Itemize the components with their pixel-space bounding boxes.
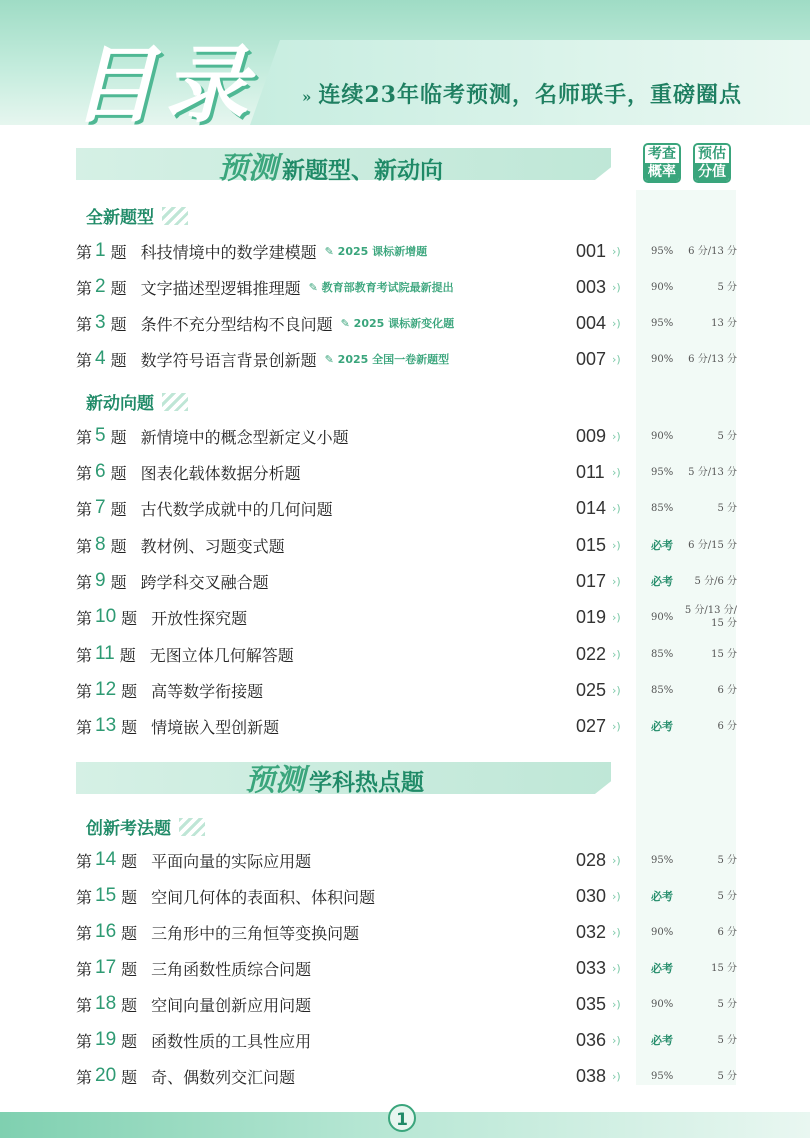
question-prefix: 第 — [76, 645, 93, 665]
new-tag: ✎ 2025 全国一卷新题型 — [324, 353, 450, 366]
toc-row[interactable] — [76, 991, 746, 1017]
question-prefix: 第 — [76, 427, 93, 447]
estimated-score: 5 分 — [717, 430, 737, 442]
question-number: 4 — [95, 348, 106, 369]
page-number-link[interactable]: 017 — [576, 570, 607, 591]
question-suffix: 题 — [110, 499, 127, 519]
estimated-score: 5 分 — [717, 998, 737, 1010]
question-suffix: 题 — [121, 1067, 138, 1087]
estimated-score: 5 分 — [717, 854, 737, 866]
toc-row[interactable] — [76, 604, 746, 630]
score-column-header — [693, 143, 731, 183]
question-title: 无图立体几何解答题 — [149, 645, 294, 665]
question-number: 5 — [95, 425, 106, 446]
page-number-link[interactable]: 030 — [576, 885, 607, 906]
double-arrow-icon: » — [302, 88, 313, 106]
page-number-link[interactable]: 004 — [576, 312, 607, 333]
arrow-icon: ›) — [612, 683, 621, 697]
page-title: 目录 — [72, 35, 257, 134]
question-suffix: 题 — [119, 645, 136, 665]
new-tag: ✎ 2025 课标新变化题 — [340, 317, 455, 330]
exam-probability: 95% — [651, 1070, 674, 1082]
question-title: 空间向量创新应用问题 — [151, 995, 312, 1015]
estimated-score: 6 分 — [717, 684, 737, 696]
toc-row[interactable] — [76, 459, 746, 485]
exam-probability: 95% — [651, 245, 674, 257]
slogan — [302, 78, 742, 109]
estimated-score: 5 分 — [717, 502, 737, 514]
question-number: 17 — [95, 957, 117, 978]
arrow-icon: ›) — [612, 719, 621, 733]
toc-row[interactable] — [76, 713, 746, 739]
question-number: 8 — [95, 534, 106, 555]
question-suffix: 题 — [121, 717, 138, 737]
exam-probability: 90% — [651, 611, 674, 623]
exam-probability: 90% — [651, 281, 674, 293]
question-suffix: 题 — [121, 1031, 138, 1051]
question-prefix: 第 — [76, 1067, 93, 1087]
question-title: 高等数学衔接题 — [151, 681, 264, 701]
score-header-top: 预估 — [695, 145, 729, 163]
exam-probability: 90% — [651, 926, 674, 938]
question-number: 1 — [95, 240, 106, 261]
estimated-score: 5 分/13 分/ 15 分 — [684, 605, 737, 629]
question-number: 9 — [95, 570, 106, 591]
page-number-link[interactable]: 019 — [576, 606, 607, 627]
question-prefix: 第 — [76, 1031, 93, 1051]
arrow-icon: ›) — [612, 1033, 621, 1047]
question-number: 15 — [95, 885, 117, 906]
section-heading: 新题型、新动向 — [282, 158, 443, 184]
new-tag: ✎ 教育部教育考试院最新提出 — [308, 281, 454, 294]
arrow-icon: ›) — [612, 610, 621, 624]
arrow-icon: ›) — [612, 647, 621, 661]
estimated-score: 5 分/13 分 — [688, 466, 737, 478]
toc-row[interactable] — [76, 847, 746, 873]
section-title-1 — [218, 143, 443, 187]
question-number: 12 — [95, 679, 117, 700]
toc-row[interactable] — [76, 423, 746, 449]
toc-row[interactable] — [76, 1027, 746, 1053]
exam-probability: 90% — [651, 430, 674, 442]
exam-probability: 必考 — [651, 1034, 673, 1047]
stripe-decoration — [179, 818, 205, 836]
arrow-icon: ›) — [612, 925, 621, 939]
question-prefix: 第 — [76, 717, 93, 737]
question-title: 三角形中的三角恒等变换问题 — [151, 923, 360, 943]
question-title: 空间几何体的表面积、体积问题 — [151, 887, 376, 907]
subhead-new-types: 全新题型 — [86, 203, 188, 228]
question-title: 情境嵌入型创新题 — [151, 717, 280, 737]
question-prefix: 第 — [76, 959, 93, 979]
stripe-decoration — [162, 207, 188, 225]
estimated-score: 6 分/13 分 — [688, 353, 737, 365]
page-number-link[interactable]: 033 — [576, 957, 607, 978]
question-suffix: 题 — [110, 278, 127, 298]
toc-row[interactable] — [76, 641, 746, 667]
question-title: 图表化载体数据分析题 — [140, 463, 301, 483]
estimated-score: 5 分/6 分 — [694, 575, 737, 587]
stripe-decoration — [162, 393, 188, 411]
toc-row[interactable] — [76, 955, 746, 981]
arrow-icon: ›) — [612, 1069, 621, 1083]
arrow-icon: ›) — [612, 465, 621, 479]
arrow-icon: ›) — [612, 244, 621, 258]
exam-probability: 85% — [651, 684, 674, 696]
question-suffix: 题 — [121, 608, 138, 628]
arrow-icon: ›) — [612, 429, 621, 443]
toc-row[interactable] — [76, 274, 746, 300]
question-number: 10 — [95, 606, 117, 627]
page-number-link[interactable]: 003 — [576, 276, 607, 297]
question-suffix: 题 — [110, 350, 127, 370]
question-number: 16 — [95, 921, 117, 942]
question-number: 18 — [95, 993, 117, 1014]
page-number-link[interactable]: 015 — [576, 534, 607, 555]
question-prefix: 第 — [76, 887, 93, 907]
exam-probability: 85% — [651, 648, 674, 660]
section-prefix: 预测 — [245, 763, 305, 798]
question-suffix: 题 — [110, 572, 127, 592]
arrow-icon: ›) — [612, 280, 621, 294]
section-title-2 — [245, 755, 424, 799]
question-prefix: 第 — [76, 463, 93, 483]
question-title: 条件不充分型结构不良问题 — [140, 314, 333, 334]
question-prefix: 第 — [76, 995, 93, 1015]
question-prefix: 第 — [76, 608, 93, 628]
question-title: 教材例、习题变式题 — [140, 536, 285, 556]
toc-row[interactable] — [76, 919, 746, 945]
page-number-link[interactable]: 036 — [576, 1029, 607, 1050]
question-suffix: 题 — [121, 851, 138, 871]
page-number-link[interactable]: 014 — [576, 497, 607, 518]
page-number: 1 — [388, 1104, 416, 1132]
section-prefix: 预测 — [218, 151, 278, 186]
probability-column-header — [643, 143, 681, 183]
question-number: 7 — [95, 497, 106, 518]
exam-probability: 95% — [651, 854, 674, 866]
exam-probability: 必考 — [651, 720, 673, 733]
score-header-bottom: 分值 — [695, 163, 729, 181]
arrow-icon: ›) — [612, 316, 621, 330]
question-prefix: 第 — [76, 350, 93, 370]
exam-probability: 90% — [651, 998, 674, 1010]
question-title: 跨学科交叉融合题 — [140, 572, 269, 592]
question-suffix: 题 — [110, 314, 127, 334]
arrow-icon: ›) — [612, 352, 621, 366]
question-suffix: 题 — [110, 242, 127, 262]
page-number-link[interactable]: 035 — [576, 993, 607, 1014]
question-suffix: 题 — [121, 681, 138, 701]
question-number: 3 — [95, 312, 106, 333]
slogan-text: 连续23年临考预测，名师联手，重磅圈点 — [318, 82, 742, 108]
toc-row[interactable] — [76, 532, 746, 558]
exam-probability: 必考 — [651, 890, 673, 903]
question-title: 科技情境中的数学建模题 — [140, 242, 317, 262]
question-suffix: 题 — [121, 887, 138, 907]
estimated-score: 6 分/15 分 — [688, 539, 737, 551]
question-prefix: 第 — [76, 242, 93, 262]
question-suffix: 题 — [110, 427, 127, 447]
question-suffix: 题 — [121, 959, 138, 979]
question-title: 新情境中的概念型新定义小题 — [140, 427, 349, 447]
question-title: 文字描述型逻辑推理题 — [140, 278, 301, 298]
page-number-link[interactable]: 027 — [576, 715, 607, 736]
question-suffix: 题 — [121, 923, 138, 943]
subhead-new-trends: 新动向题 — [86, 389, 188, 414]
toc-row[interactable] — [76, 238, 746, 264]
new-tag: ✎ 2025 课标新增题 — [324, 245, 428, 258]
question-prefix: 第 — [76, 314, 93, 334]
question-number: 11 — [95, 643, 115, 664]
toc-row[interactable] — [76, 883, 746, 909]
arrow-icon: ›) — [612, 853, 621, 867]
question-suffix: 题 — [110, 463, 127, 483]
question-title: 函数性质的工具性应用 — [151, 1031, 312, 1051]
toc-row[interactable] — [76, 346, 746, 372]
page-number-link[interactable]: 038 — [576, 1065, 607, 1086]
probability-header-top: 考查 — [645, 145, 679, 163]
question-title: 三角函数性质综合问题 — [151, 959, 312, 979]
question-number: 6 — [95, 461, 106, 482]
page-number-link[interactable]: 022 — [576, 643, 607, 664]
question-prefix: 第 — [76, 499, 93, 519]
exam-probability: 必考 — [651, 575, 673, 588]
arrow-icon: ›) — [612, 574, 621, 588]
question-suffix: 题 — [110, 536, 127, 556]
arrow-icon: ›) — [612, 961, 621, 975]
page-number-link[interactable]: 007 — [576, 348, 607, 369]
toc-row[interactable] — [76, 1063, 746, 1089]
question-title: 奇、偶数列交汇问题 — [151, 1067, 296, 1087]
question-number: 20 — [95, 1065, 117, 1086]
subhead-innovative: 创新考法题 — [86, 814, 205, 839]
page-number-link[interactable]: 001 — [576, 240, 607, 261]
exam-probability: 必考 — [651, 539, 673, 552]
question-prefix: 第 — [76, 681, 93, 701]
page-number-link[interactable]: 011 — [576, 461, 605, 482]
estimated-score: 5 分 — [717, 890, 737, 902]
toc-row[interactable] — [76, 677, 746, 703]
question-title: 开放性探究题 — [151, 608, 248, 628]
probability-header-bottom: 概率 — [645, 163, 679, 181]
page-number-link[interactable]: 025 — [576, 679, 607, 700]
arrow-icon: ›) — [612, 538, 621, 552]
exam-probability: 95% — [651, 466, 674, 478]
arrow-icon: ›) — [612, 501, 621, 515]
estimated-score: 5 分 — [717, 1070, 737, 1082]
question-prefix: 第 — [76, 851, 93, 871]
question-number: 13 — [95, 715, 117, 736]
estimated-score: 15 分 — [711, 648, 737, 660]
estimated-score: 6 分 — [717, 926, 737, 938]
page-number-link[interactable]: 032 — [576, 921, 607, 942]
toc-row[interactable] — [76, 495, 746, 521]
toc-row[interactable] — [76, 310, 746, 336]
estimated-score: 5 分 — [717, 281, 737, 293]
estimated-score: 6 分 — [717, 720, 737, 732]
question-number: 19 — [95, 1029, 117, 1050]
page-number-link[interactable]: 028 — [576, 849, 607, 870]
estimated-score: 15 分 — [711, 962, 737, 974]
page-number-link[interactable]: 009 — [576, 425, 607, 446]
arrow-icon: ›) — [612, 889, 621, 903]
question-prefix: 第 — [76, 572, 93, 592]
exam-probability: 90% — [651, 353, 674, 365]
exam-probability: 85% — [651, 502, 674, 514]
exam-probability: 必考 — [651, 962, 673, 975]
estimated-score: 13 分 — [711, 317, 737, 329]
question-suffix: 题 — [121, 995, 138, 1015]
question-title: 平面向量的实际应用题 — [151, 851, 312, 871]
question-prefix: 第 — [76, 923, 93, 943]
question-prefix: 第 — [76, 278, 93, 298]
question-title: 数学符号语言背景创新题 — [140, 350, 317, 370]
exam-probability: 95% — [651, 317, 674, 329]
arrow-icon: ›) — [612, 997, 621, 1011]
question-prefix: 第 — [76, 536, 93, 556]
question-title: 古代数学成就中的几何问题 — [140, 499, 333, 519]
estimated-score: 5 分 — [717, 1034, 737, 1046]
estimated-score: 6 分/13 分 — [688, 245, 737, 257]
section-heading: 学科热点题 — [309, 770, 424, 796]
toc-row[interactable] — [76, 568, 746, 594]
question-number: 2 — [95, 276, 106, 297]
question-number: 14 — [95, 849, 117, 870]
